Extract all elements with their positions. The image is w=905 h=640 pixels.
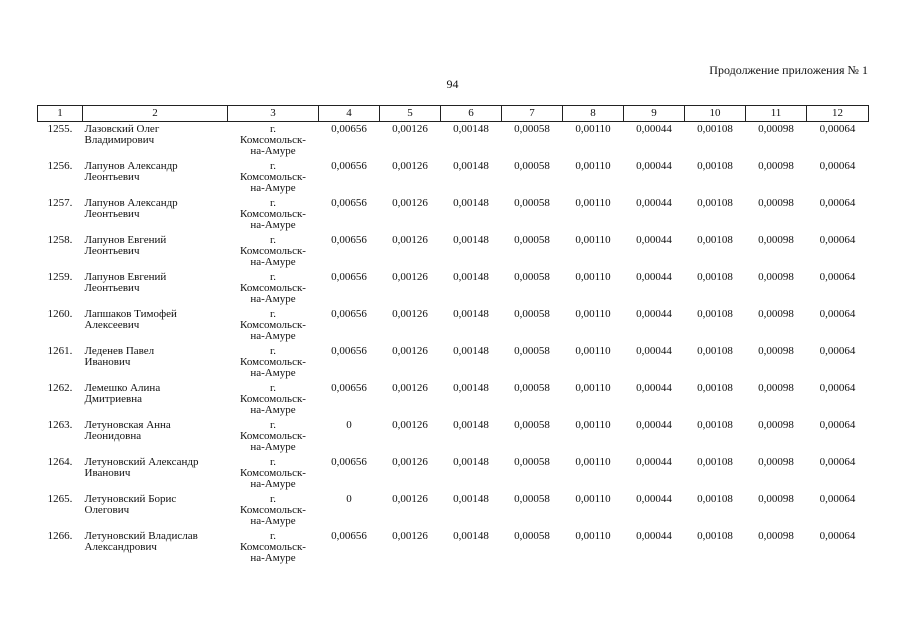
value-cell: 0,00098 — [758, 123, 794, 135]
value-cell: 0,00110 — [575, 381, 611, 394]
value-cell: 0,00656 — [331, 233, 367, 246]
value-cell: 0,00148 — [453, 455, 489, 468]
city-cell — [228, 159, 319, 196]
value-cell: 0,00044 — [636, 455, 672, 468]
data-table — [37, 105, 869, 566]
value-cell: 0,00110 — [575, 418, 611, 431]
value-cell: 0,00148 — [453, 307, 489, 320]
value-cell: 0,00098 — [758, 381, 794, 394]
person-name-line: Олегович — [84, 503, 130, 516]
value-cell: 0,00110 — [575, 344, 611, 357]
value-cell: 0,00098 — [758, 418, 794, 431]
value-cell: 0,00126 — [392, 381, 428, 394]
value-cell: 0,00656 — [331, 307, 367, 320]
value-cell: 0,00126 — [392, 344, 428, 357]
person-name-line: Лазовский Олег — [84, 123, 160, 135]
person-name-line: Лапунов Александр — [84, 196, 178, 209]
city-line: на-Амуре — [250, 255, 296, 268]
value-cell: 0,00058 — [514, 455, 550, 468]
person-name — [83, 455, 228, 492]
value-cell: 0,00044 — [636, 159, 672, 172]
value-cell: 0,00108 — [697, 492, 733, 505]
person-name-line: Летуновский Борис — [84, 492, 177, 505]
value-cell: 0,00058 — [514, 233, 550, 246]
appendix-continuation-note: Продолжение приложения № 1 — [709, 63, 868, 77]
person-name-line: Летуновский Владислав — [84, 529, 198, 542]
city-cell — [228, 381, 319, 418]
value-cell: 0,00148 — [453, 344, 489, 357]
person-name-line: Лапунов Евгений — [84, 270, 167, 283]
value-cell: 0,00044 — [636, 307, 672, 320]
city-line: Комсомольск- — [240, 503, 306, 516]
column-header: 3 — [228, 106, 319, 122]
value-cell: 0,00148 — [453, 492, 489, 505]
value-cell: 0,00148 — [453, 529, 489, 542]
city-cell — [228, 492, 319, 529]
row-number: 1264. — [47, 455, 73, 468]
person-name-line: Леонтьевич — [84, 281, 140, 294]
value-cell: 0,00108 — [697, 233, 733, 246]
value-cell: 0,00058 — [514, 196, 550, 209]
person-name-line: Иванович — [84, 466, 131, 479]
value-cell: 0,00044 — [636, 492, 672, 505]
city-line: на-Амуре — [250, 181, 296, 194]
city-line: г. — [269, 455, 277, 468]
city-line: г. — [269, 270, 277, 283]
value-cell: 0,00058 — [514, 159, 550, 172]
row-number: 1255. — [47, 123, 73, 135]
person-name-line: Леонтьевич — [84, 170, 140, 183]
table-body — [38, 122, 869, 566]
person-name-line: Леонидовна — [84, 429, 142, 442]
city-cell — [228, 270, 319, 307]
table-row — [38, 381, 869, 418]
value-cell: 0,00126 — [392, 159, 428, 172]
value-cell: 0,00110 — [575, 270, 611, 283]
row-number: 1260. — [47, 307, 73, 320]
person-name-line: Алексеевич — [84, 318, 140, 331]
value-cell: 0,00098 — [758, 492, 794, 505]
table-row — [38, 455, 869, 492]
city-line: на-Амуре — [250, 292, 296, 305]
person-name — [83, 159, 228, 196]
value-cell: 0,00148 — [453, 233, 489, 246]
city-cell — [228, 122, 319, 159]
city-line: Комсомольск- — [240, 392, 306, 405]
column-header: 8 — [563, 106, 624, 122]
value-cell: 0,00126 — [392, 270, 428, 283]
city-line: г. — [269, 159, 277, 172]
city-line: Комсомольск- — [240, 281, 306, 294]
value-cell: 0,00098 — [758, 159, 794, 172]
page-number: 94 — [446, 77, 459, 91]
table-row — [38, 418, 869, 455]
table-row — [38, 344, 869, 381]
person-name-line: Лапунов Евгений — [84, 233, 167, 246]
person-name — [83, 233, 228, 270]
value-cell: 0,00064 — [819, 123, 856, 135]
value-cell: 0,00148 — [453, 270, 489, 283]
column-header: 7 — [502, 106, 563, 122]
value-cell: 0,00098 — [758, 233, 794, 246]
value-cell: 0,00064 — [819, 307, 856, 320]
value-cell: 0,00058 — [514, 344, 550, 357]
value-cell: 0,00108 — [697, 455, 733, 468]
person-name — [83, 344, 228, 381]
table-row — [38, 270, 869, 307]
city-line: Комсомольск- — [240, 134, 306, 146]
row-number: 1256. — [47, 159, 73, 172]
value-cell: 0,00058 — [514, 418, 550, 431]
value-cell: 0,00064 — [819, 492, 856, 505]
person-name-line: Владимирович — [84, 134, 155, 146]
value-cell: 0,00044 — [636, 196, 672, 209]
value-cell: 0,00058 — [514, 123, 550, 135]
column-header: 11 — [746, 106, 807, 122]
person-name — [83, 418, 228, 455]
city-line: на-Амуре — [250, 440, 296, 453]
value-cell: 0,00656 — [331, 344, 367, 357]
value-cell: 0,00098 — [758, 196, 794, 209]
row-number: 1266. — [47, 529, 73, 542]
column-header: 12 — [807, 106, 869, 122]
person-name-line: Иванович — [84, 355, 131, 368]
value-cell: 0,00656 — [331, 455, 367, 468]
value-cell: 0,00656 — [331, 270, 367, 283]
city-line: Комсомольск- — [240, 466, 306, 479]
table-row — [38, 196, 869, 233]
value-cell: 0,00110 — [575, 123, 611, 135]
person-name-line: Леденев Павел — [84, 344, 155, 357]
column-header: 6 — [441, 106, 502, 122]
value-cell: 0,00098 — [758, 344, 794, 357]
value-cell: 0,00110 — [575, 529, 611, 542]
person-name-line: Дмитриевна — [84, 392, 143, 405]
row-number: 1261. — [47, 344, 73, 357]
city-line: Комсомольск- — [240, 355, 306, 368]
value-cell: 0,00126 — [392, 307, 428, 320]
row-number: 1259. — [47, 270, 73, 283]
column-header: 1 — [38, 106, 83, 122]
city-line: на-Амуре — [250, 514, 296, 527]
column-header: 5 — [380, 106, 441, 122]
value-cell: 0,00108 — [697, 159, 733, 172]
city-cell — [228, 196, 319, 233]
column-header: 9 — [624, 106, 685, 122]
column-header: 10 — [685, 106, 746, 122]
value-cell: 0 — [346, 492, 352, 505]
value-cell: 0,00108 — [697, 344, 733, 357]
value-cell: 0,00148 — [453, 418, 489, 431]
value-cell: 0 — [346, 418, 352, 431]
value-cell: 0,00110 — [575, 492, 611, 505]
value-cell: 0,00110 — [575, 307, 611, 320]
value-cell: 0,00108 — [697, 270, 733, 283]
value-cell: 0,00108 — [697, 529, 733, 542]
city-cell — [228, 233, 319, 270]
city-line: г. — [269, 418, 277, 431]
city-line: г. — [269, 123, 277, 135]
value-cell: 0,00064 — [819, 455, 856, 468]
value-cell: 0,00656 — [331, 159, 367, 172]
value-cell: 0,00148 — [453, 196, 489, 209]
city-line: на-Амуре — [250, 145, 296, 157]
value-cell: 0,00058 — [514, 529, 550, 542]
person-name — [83, 122, 228, 159]
value-cell: 0,00110 — [575, 233, 611, 246]
city-cell — [228, 307, 319, 344]
person-name-line: Александрович — [84, 540, 157, 553]
city-line: Комсомольск- — [240, 170, 306, 183]
value-cell: 0,00656 — [331, 381, 367, 394]
value-cell: 0,00044 — [636, 233, 672, 246]
value-cell: 0,00108 — [697, 307, 733, 320]
value-cell: 0,00058 — [514, 381, 550, 394]
value-cell: 0,00110 — [575, 455, 611, 468]
value-cell: 0,00126 — [392, 196, 428, 209]
value-cell: 0,00126 — [392, 123, 428, 135]
city-line: на-Амуре — [250, 551, 296, 564]
value-cell: 0,00126 — [392, 529, 428, 542]
value-cell: 0,00098 — [758, 307, 794, 320]
value-cell: 0,00044 — [636, 418, 672, 431]
person-name — [83, 270, 228, 307]
value-cell: 0,00058 — [514, 307, 550, 320]
value-cell: 0,00044 — [636, 123, 672, 135]
value-cell: 0,00126 — [392, 233, 428, 246]
column-header: 4 — [319, 106, 380, 122]
value-cell: 0,00064 — [819, 418, 856, 431]
value-cell: 0,00126 — [392, 492, 428, 505]
person-name-line: Лапунов Александр — [84, 159, 178, 172]
column-header: 2 — [83, 106, 228, 122]
value-cell: 0,00044 — [636, 344, 672, 357]
city-line: г. — [269, 344, 277, 357]
city-line: г. — [269, 492, 277, 505]
person-name-line: Лапшаков Тимофей — [84, 307, 177, 320]
value-cell: 0,00126 — [392, 418, 428, 431]
value-cell: 0,00108 — [697, 418, 733, 431]
value-cell: 0,00656 — [331, 529, 367, 542]
value-cell: 0,00656 — [331, 123, 367, 135]
value-cell: 0,00064 — [819, 344, 856, 357]
row-number: 1258. — [47, 233, 73, 246]
table-header-row — [38, 106, 869, 122]
city-cell — [228, 418, 319, 455]
person-name-line: Леонтьевич — [84, 244, 140, 257]
person-name — [83, 492, 228, 529]
table-row — [38, 233, 869, 270]
table-row — [38, 159, 869, 196]
value-cell: 0,00108 — [697, 381, 733, 394]
row-number: 1263. — [47, 418, 73, 431]
person-name — [83, 529, 228, 566]
city-line: г. — [269, 529, 277, 542]
city-line: Комсомольск- — [240, 429, 306, 442]
city-line: на-Амуре — [250, 218, 296, 231]
row-number: 1265. — [47, 492, 73, 505]
person-name — [83, 381, 228, 418]
value-cell: 0,00064 — [819, 196, 856, 209]
city-line: на-Амуре — [250, 329, 296, 342]
table-row — [38, 307, 869, 344]
row-number: 1257. — [47, 196, 73, 209]
city-line: Комсомольск- — [240, 318, 306, 331]
person-name-line: Лемешко Алина — [84, 381, 161, 394]
value-cell: 0,00098 — [758, 529, 794, 542]
table-row — [38, 122, 869, 159]
value-cell: 0,00064 — [819, 529, 856, 542]
city-cell — [228, 455, 319, 492]
city-line: г. — [269, 381, 277, 394]
value-cell: 0,00110 — [575, 159, 611, 172]
value-cell: 0,00148 — [453, 123, 489, 135]
value-cell: 0,00064 — [819, 159, 856, 172]
value-cell: 0,00108 — [697, 196, 733, 209]
value-cell: 0,00148 — [453, 159, 489, 172]
city-line: на-Амуре — [250, 477, 296, 490]
value-cell: 0,00044 — [636, 270, 672, 283]
city-line: Комсомольск- — [240, 244, 306, 257]
city-line: на-Амуре — [250, 366, 296, 379]
value-cell: 0,00126 — [392, 455, 428, 468]
person-name-line: Летуновская Анна — [84, 418, 171, 431]
person-name-line: Летуновский Александр — [84, 455, 199, 468]
value-cell: 0,00064 — [819, 270, 856, 283]
value-cell: 0,00044 — [636, 381, 672, 394]
value-cell: 0,00108 — [697, 123, 733, 135]
city-line: г. — [269, 307, 277, 320]
city-line: г. — [269, 233, 277, 246]
value-cell: 0,00098 — [758, 270, 794, 283]
value-cell: 0,00110 — [575, 196, 611, 209]
row-number: 1262. — [47, 381, 73, 394]
value-cell: 0,00148 — [453, 381, 489, 394]
city-cell — [228, 344, 319, 381]
city-cell — [228, 529, 319, 566]
value-cell: 0,00044 — [636, 529, 672, 542]
city-line: на-Амуре — [250, 403, 296, 416]
value-cell: 0,00058 — [514, 270, 550, 283]
city-line: Комсомольск- — [240, 540, 306, 553]
city-line: Комсомольск- — [240, 207, 306, 220]
table-row — [38, 492, 869, 529]
value-cell: 0,00098 — [758, 455, 794, 468]
person-name — [83, 196, 228, 233]
person-name-line: Леонтьевич — [84, 207, 140, 220]
value-cell: 0,00064 — [819, 233, 856, 246]
table-row — [38, 529, 869, 566]
person-name — [83, 307, 228, 344]
value-cell: 0,00058 — [514, 492, 550, 505]
city-line: г. — [269, 196, 277, 209]
value-cell: 0,00656 — [331, 196, 367, 209]
value-cell: 0,00064 — [819, 381, 856, 394]
